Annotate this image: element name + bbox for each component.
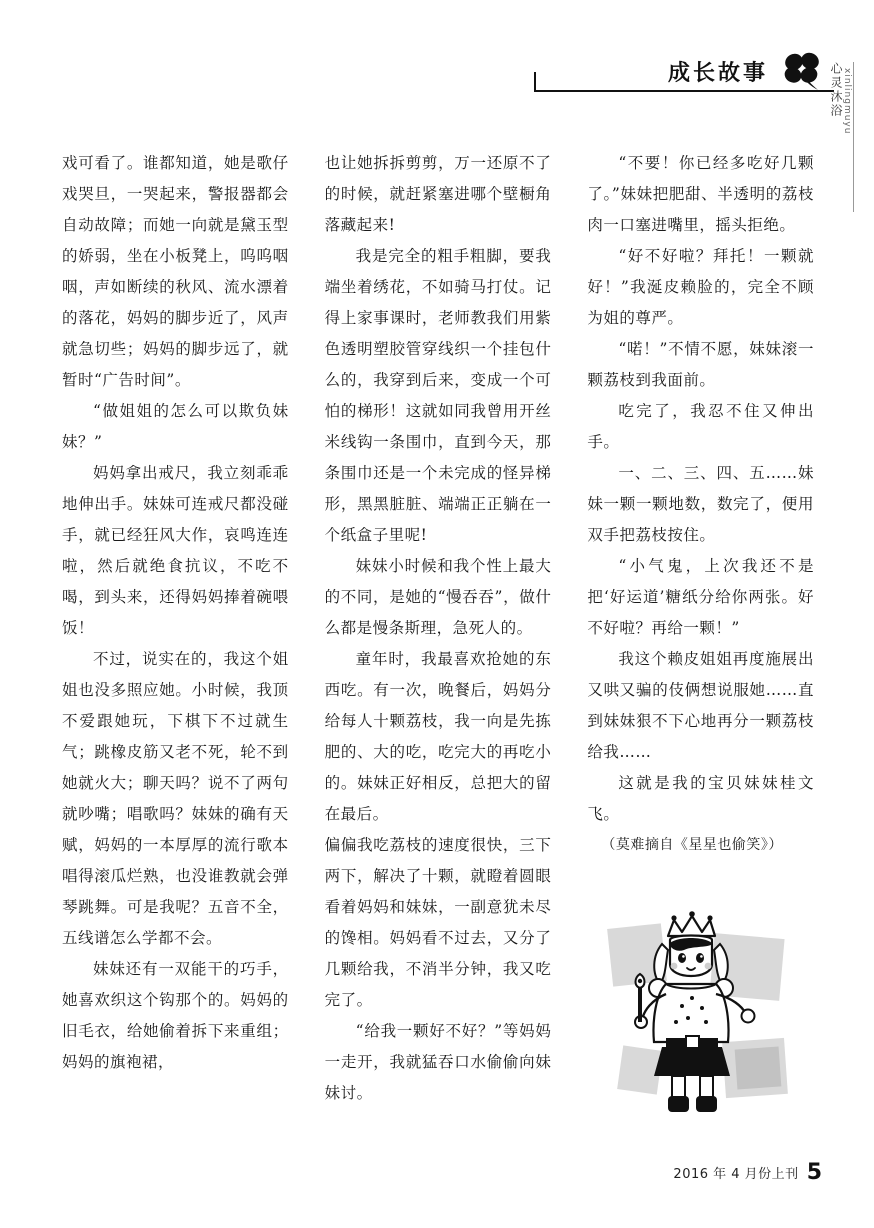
- paragraph: “好不好啦？拜托！一颗就好！”我涎皮赖脸的，完全不顾为姐的尊严。: [587, 247, 815, 327]
- paragraph: 也让她拆拆剪剪，万一还原不了的时候，就赶紧塞进哪个壁橱角落藏起来!: [324, 154, 552, 234]
- page-number: 5: [806, 1160, 822, 1185]
- paragraph: “喏！”不情不愿，妹妹滚一颗荔枝到我面前。: [587, 340, 815, 389]
- article-column-2: [325, 148, 552, 1109]
- paragraph: 不过，说实在的，我这个姐姐也没多照应她。小时候，我顶不爱跟她玩，下棋下不过就生气；跳橡皮筋又老不死，轮不到她就火大；聊天吗？说不了两句就吵嘴；唱歌吗？妹妹的确有天赋，妈妈的一本厚厚的流行歌本唱得滚瓜烂熟，也没谁教就会弹琴跳舞。可是我呢？五音不全，五线谱怎么学都不会。: [62, 650, 289, 947]
- paragraph: 吃完了，我忍不住又伸出手。: [587, 402, 815, 451]
- clover-icon: [778, 48, 826, 92]
- issue-date: 2016 年 4 月份上刊: [673, 1167, 799, 1182]
- paragraph: 一、二、三、四、五……妹妹一颗一颗地数，数完了，便用双手把荔枝按住。: [587, 464, 815, 544]
- paragraph: 童年时，我最喜欢抢她的东西吃。有一次，晚餐后，妈妈分给每人十颗荔枝，我一向是先拣肥的、大的吃，吃完大的再吃小的。妹妹正好相反，总把大的留在最后。: [324, 650, 552, 823]
- paragraph: 我这个赖皮姐姐再度施展出又哄又骗的伎俩想说服她……直到妹妹狠不下心地再分一颗荔枝给我……: [587, 650, 815, 761]
- section-side-tag: [828, 62, 854, 222]
- paragraph: 妹妹还有一双能干的巧手，她喜欢织这个钩那个的。妈妈的旧毛衣，给她偷着拆下来重组；妈妈的旗袍裙，: [62, 960, 289, 1071]
- section-side-tag-pinyin: xinlingmuyu: [842, 68, 852, 135]
- paragraph: 我是完全的粗手粗脚，要我端坐着绣花，不如骑马打仗。记得上家事课时，老师教我们用紫色透明塑胶管穿线织一个挂包什么的，我穿到后来，变成一个可怕的梯形！这就如同我曾用开丝米线钩一条围巾，直到今天，那条围巾还是一个未完成的怪异梯形，黑黑脏脏、端端正正躺在一个纸盒子里呢!: [324, 247, 552, 544]
- page-title: 成长故事: [667, 61, 768, 86]
- article-source-note: （莫难摘自《星星也偷笑》）: [601, 837, 783, 853]
- page-footer: [673, 1160, 822, 1185]
- paragraph: “做姐姐的怎么可以欺负妹妹？”: [62, 402, 289, 451]
- section-side-tag-cn: 心灵沐浴: [829, 62, 843, 118]
- paragraph: “小气鬼，上次我还不是把‘好运道’糖纸分给你两张。好不好啦？再给一颗！”: [587, 557, 815, 637]
- article-column-1: [62, 148, 289, 1109]
- paragraph: 戏可看了。谁都知道，她是歌仔戏哭旦，一哭起来，警报器都会自动故障；而她一向就是黛玉型的娇弱，坐在小板凳上，呜呜咽咽，声如断续的秋风、流水漂着的落花，妈妈的脚步近了，风声就急切些；妈妈的脚步远了，就暂时“广告时间”。: [62, 154, 289, 389]
- paragraph: 偏偏我吃荔枝的速度很快，三下两下，解决了十颗，就瞪着圆眼看着妈妈和妹妹，一副意犹未尽的馋相。妈妈看不过去，又分了几颗给我，不消半分钟，我又吃完了。: [324, 836, 552, 1009]
- paragraph: 妹妹小时候和我个性上最大的不同，是她的“慢吞吞”，做什么都是慢条斯理，急死人的。: [324, 557, 552, 637]
- section-side-tag-rule: [853, 62, 854, 212]
- paragraph: “给我一颗好不好？”等妈妈一走开，我就猛吞口水偷偷向妹妹讨。: [324, 1022, 552, 1102]
- paragraph: 这就是我的宝贝妹妹桂文飞。: [587, 774, 815, 823]
- page-header: [534, 46, 834, 106]
- paragraph: 妈妈拿出戒尺，我立刻乖乖地伸出手。妹妹可连戒尺都没碰手，就已经狂风大作，哀鸣连连啦，然后就绝食抗议，不吃不喝，到头来，还得妈妈捧着碗喂饭！: [62, 464, 289, 637]
- girl-queen-illustration: [596, 890, 810, 1120]
- header-rule-tick: [534, 72, 536, 92]
- paragraph: “不要！你已经多吃好几颗了。”妹妹把肥甜、半透明的荔枝肉一口塞进嘴里，摇头拒绝。: [587, 154, 815, 234]
